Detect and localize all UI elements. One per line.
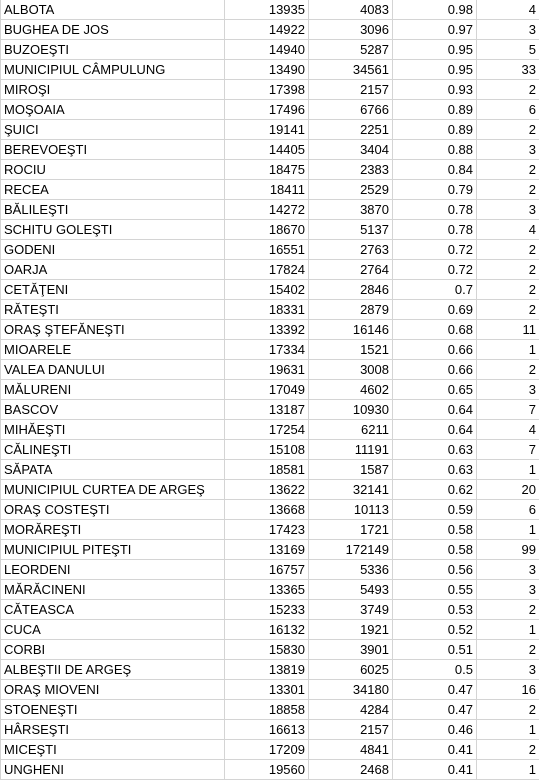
- ratio-cell[interactable]: 0.72: [393, 260, 477, 280]
- table-row: [1, 720, 539, 740]
- table-row: [1, 320, 539, 340]
- locality-cell[interactable]: ALBOTA: [1, 0, 225, 20]
- locality-cell[interactable]: OARJA: [1, 260, 225, 280]
- table-row: [1, 100, 539, 120]
- code-cell[interactable]: 16613: [225, 720, 309, 740]
- locality-cell[interactable]: CETĂŢENI: [1, 280, 225, 300]
- locality-cell[interactable]: VALEA DANULUI: [1, 360, 225, 380]
- table-row: [1, 760, 539, 780]
- locality-cell[interactable]: CUCA: [1, 620, 225, 640]
- table-row: [1, 560, 539, 580]
- table-row: [1, 180, 539, 200]
- locality-cell[interactable]: SĂPATA: [1, 460, 225, 480]
- table-row: [1, 540, 539, 560]
- table-row: [1, 620, 539, 640]
- population-cell[interactable]: 1521: [309, 340, 393, 360]
- code-cell[interactable]: 17398: [225, 80, 309, 100]
- ratio-cell[interactable]: 0.47: [393, 680, 477, 700]
- population-cell[interactable]: 4284: [309, 700, 393, 720]
- ratio-cell[interactable]: 0.7: [393, 280, 477, 300]
- code-cell[interactable]: 17254: [225, 420, 309, 440]
- table-row: [1, 140, 539, 160]
- count-cell[interactable]: 3: [477, 20, 539, 40]
- code-cell[interactable]: 17824: [225, 260, 309, 280]
- ratio-cell[interactable]: 0.66: [393, 360, 477, 380]
- ratio-cell[interactable]: 0.65: [393, 380, 477, 400]
- table-row: [1, 40, 539, 60]
- population-cell[interactable]: 2879: [309, 300, 393, 320]
- count-cell[interactable]: 3: [477, 660, 539, 680]
- locality-cell[interactable]: BĂLILEŞTI: [1, 200, 225, 220]
- code-cell[interactable]: 19631: [225, 360, 309, 380]
- table-row: [1, 520, 539, 540]
- locality-cell[interactable]: MUNICIPIUL PITEŞTI: [1, 540, 225, 560]
- table-row: [1, 160, 539, 180]
- population-cell[interactable]: 10113: [309, 500, 393, 520]
- count-cell[interactable]: 2: [477, 260, 539, 280]
- population-cell[interactable]: 16146: [309, 320, 393, 340]
- locality-cell[interactable]: BASCOV: [1, 400, 225, 420]
- ratio-cell[interactable]: 0.46: [393, 720, 477, 740]
- count-cell[interactable]: 2: [477, 180, 539, 200]
- ratio-cell[interactable]: 0.41: [393, 740, 477, 760]
- population-cell[interactable]: 1721: [309, 520, 393, 540]
- locality-cell[interactable]: MOŞOAIA: [1, 100, 225, 120]
- code-cell[interactable]: 13819: [225, 660, 309, 680]
- population-cell[interactable]: 1587: [309, 460, 393, 480]
- population-cell[interactable]: 5336: [309, 560, 393, 580]
- locality-cell[interactable]: BEREVOEŞTI: [1, 140, 225, 160]
- code-cell[interactable]: 13622: [225, 480, 309, 500]
- population-cell[interactable]: 172149: [309, 540, 393, 560]
- ratio-cell[interactable]: 0.69: [393, 300, 477, 320]
- population-cell[interactable]: 6211: [309, 420, 393, 440]
- count-cell[interactable]: 1: [477, 520, 539, 540]
- count-cell[interactable]: 16: [477, 680, 539, 700]
- table-row: [1, 480, 539, 500]
- table-row: [1, 120, 539, 140]
- table-row: [1, 20, 539, 40]
- ratio-cell[interactable]: 0.95: [393, 60, 477, 80]
- code-cell[interactable]: 17209: [225, 740, 309, 760]
- code-cell[interactable]: 14405: [225, 140, 309, 160]
- locality-cell[interactable]: CĂTEASCA: [1, 600, 225, 620]
- population-cell[interactable]: 2383: [309, 160, 393, 180]
- locality-cell[interactable]: BUZOEŞTI: [1, 40, 225, 60]
- locality-cell[interactable]: MICEŞTI: [1, 740, 225, 760]
- locality-cell[interactable]: GODENI: [1, 240, 225, 260]
- table-row: [1, 260, 539, 280]
- code-cell[interactable]: 13365: [225, 580, 309, 600]
- population-cell[interactable]: 3901: [309, 640, 393, 660]
- locality-cell[interactable]: LEORDENI: [1, 560, 225, 580]
- population-cell[interactable]: 3870: [309, 200, 393, 220]
- table-row: [1, 60, 539, 80]
- locality-cell[interactable]: STOENEŞTI: [1, 700, 225, 720]
- code-cell[interactable]: 13490: [225, 60, 309, 80]
- code-cell[interactable]: 13169: [225, 540, 309, 560]
- code-cell[interactable]: 13301: [225, 680, 309, 700]
- count-cell[interactable]: 1: [477, 760, 539, 780]
- ratio-cell[interactable]: 0.63: [393, 440, 477, 460]
- ratio-cell[interactable]: 0.93: [393, 80, 477, 100]
- locality-cell[interactable]: MIOARELE: [1, 340, 225, 360]
- code-cell[interactable]: 15233: [225, 600, 309, 620]
- ratio-cell[interactable]: 0.62: [393, 480, 477, 500]
- table-row: [1, 440, 539, 460]
- count-cell[interactable]: 2: [477, 280, 539, 300]
- locality-cell[interactable]: MORĂREŞTI: [1, 520, 225, 540]
- table-body: [1, 0, 539, 780]
- locality-cell[interactable]: ROCIU: [1, 160, 225, 180]
- table-row: [1, 700, 539, 720]
- count-cell[interactable]: 2: [477, 300, 539, 320]
- locality-cell[interactable]: MĂLURENI: [1, 380, 225, 400]
- count-cell[interactable]: 7: [477, 440, 539, 460]
- locality-cell[interactable]: HÂRSEŞTI: [1, 720, 225, 740]
- code-cell[interactable]: 17423: [225, 520, 309, 540]
- ratio-cell[interactable]: 0.88: [393, 140, 477, 160]
- locality-cell[interactable]: SCHITU GOLEŞTI: [1, 220, 225, 240]
- count-cell[interactable]: 1: [477, 340, 539, 360]
- ratio-cell[interactable]: 0.84: [393, 160, 477, 180]
- count-cell[interactable]: 1: [477, 720, 539, 740]
- locality-cell[interactable]: ŞUICI: [1, 120, 225, 140]
- population-cell[interactable]: 5287: [309, 40, 393, 60]
- population-cell[interactable]: 3096: [309, 20, 393, 40]
- locality-cell[interactable]: RĂTEŞTI: [1, 300, 225, 320]
- code-cell[interactable]: 17049: [225, 380, 309, 400]
- ratio-cell[interactable]: 0.78: [393, 220, 477, 240]
- population-cell[interactable]: 2157: [309, 720, 393, 740]
- locality-cell[interactable]: ORAŞ COSTEŞTI: [1, 500, 225, 520]
- locality-cell[interactable]: BUGHEA DE JOS: [1, 20, 225, 40]
- count-cell[interactable]: 2: [477, 240, 539, 260]
- table-row: [1, 340, 539, 360]
- table-row: [1, 500, 539, 520]
- population-cell[interactable]: 2251: [309, 120, 393, 140]
- locality-cell[interactable]: CĂLINEŞTI: [1, 440, 225, 460]
- table-row: [1, 280, 539, 300]
- code-cell[interactable]: 18858: [225, 700, 309, 720]
- count-cell[interactable]: 2: [477, 160, 539, 180]
- ratio-cell[interactable]: 0.89: [393, 100, 477, 120]
- ratio-cell[interactable]: 0.68: [393, 320, 477, 340]
- population-cell[interactable]: 4841: [309, 740, 393, 760]
- count-cell[interactable]: 2: [477, 740, 539, 760]
- population-cell[interactable]: 3008: [309, 360, 393, 380]
- code-cell[interactable]: 13392: [225, 320, 309, 340]
- code-cell[interactable]: 16757: [225, 560, 309, 580]
- count-cell[interactable]: 33: [477, 60, 539, 80]
- ratio-cell[interactable]: 0.56: [393, 560, 477, 580]
- locality-cell[interactable]: ORAŞ MIOVENI: [1, 680, 225, 700]
- code-cell[interactable]: 15830: [225, 640, 309, 660]
- population-cell[interactable]: 34561: [309, 60, 393, 80]
- code-cell[interactable]: 13187: [225, 400, 309, 420]
- population-cell[interactable]: 2468: [309, 760, 393, 780]
- table-row: [1, 300, 539, 320]
- count-cell[interactable]: 2: [477, 120, 539, 140]
- count-cell[interactable]: 1: [477, 620, 539, 640]
- code-cell[interactable]: 18670: [225, 220, 309, 240]
- ratio-cell[interactable]: 0.79: [393, 180, 477, 200]
- ratio-cell[interactable]: 0.5: [393, 660, 477, 680]
- code-cell[interactable]: 13668: [225, 500, 309, 520]
- population-cell[interactable]: 32141: [309, 480, 393, 500]
- population-cell[interactable]: 3404: [309, 140, 393, 160]
- population-cell[interactable]: 5493: [309, 580, 393, 600]
- ratio-cell[interactable]: 0.59: [393, 500, 477, 520]
- population-cell[interactable]: 4083: [309, 0, 393, 20]
- locality-cell[interactable]: CORBI: [1, 640, 225, 660]
- locality-cell[interactable]: ALBEŞTII DE ARGEŞ: [1, 660, 225, 680]
- table-row: [1, 80, 539, 100]
- ratio-cell[interactable]: 0.53: [393, 600, 477, 620]
- code-cell[interactable]: 18331: [225, 300, 309, 320]
- count-cell[interactable]: 99: [477, 540, 539, 560]
- table-row: [1, 240, 539, 260]
- locality-cell[interactable]: MĂRĂCINENI: [1, 580, 225, 600]
- population-cell[interactable]: 34180: [309, 680, 393, 700]
- code-cell[interactable]: 18581: [225, 460, 309, 480]
- table-row: [1, 740, 539, 760]
- code-cell[interactable]: 18411: [225, 180, 309, 200]
- count-cell[interactable]: 2: [477, 600, 539, 620]
- population-cell[interactable]: 3749: [309, 600, 393, 620]
- table-row: [1, 200, 539, 220]
- count-cell[interactable]: 2: [477, 700, 539, 720]
- count-cell[interactable]: 2: [477, 360, 539, 380]
- count-cell[interactable]: 6: [477, 500, 539, 520]
- count-cell[interactable]: 3: [477, 140, 539, 160]
- ratio-cell[interactable]: 0.95: [393, 40, 477, 60]
- count-cell[interactable]: 3: [477, 580, 539, 600]
- locality-cell[interactable]: MIROŞI: [1, 80, 225, 100]
- code-cell[interactable]: 17496: [225, 100, 309, 120]
- ratio-cell[interactable]: 0.72: [393, 240, 477, 260]
- population-cell[interactable]: 2764: [309, 260, 393, 280]
- count-cell[interactable]: 4: [477, 420, 539, 440]
- table-row: [1, 360, 539, 380]
- ratio-cell[interactable]: 0.63: [393, 460, 477, 480]
- ratio-cell[interactable]: 0.66: [393, 340, 477, 360]
- table-row: [1, 220, 539, 240]
- population-cell[interactable]: 4602: [309, 380, 393, 400]
- population-cell[interactable]: 6766: [309, 100, 393, 120]
- count-cell[interactable]: 6: [477, 100, 539, 120]
- count-cell[interactable]: 4: [477, 0, 539, 20]
- population-cell[interactable]: 5137: [309, 220, 393, 240]
- table-row: [1, 640, 539, 660]
- locality-cell[interactable]: MUNICIPIUL CURTEA DE ARGEŞ: [1, 480, 225, 500]
- ratio-cell[interactable]: 0.64: [393, 420, 477, 440]
- count-cell[interactable]: 3: [477, 380, 539, 400]
- table-row: [1, 680, 539, 700]
- population-cell[interactable]: 1921: [309, 620, 393, 640]
- ratio-cell[interactable]: 0.41: [393, 760, 477, 780]
- ratio-cell[interactable]: 0.78: [393, 200, 477, 220]
- locality-cell[interactable]: MUNICIPIUL CÂMPULUNG: [1, 60, 225, 80]
- count-cell[interactable]: 20: [477, 480, 539, 500]
- locality-cell[interactable]: RECEA: [1, 180, 225, 200]
- population-cell[interactable]: 2846: [309, 280, 393, 300]
- table-row: [1, 460, 539, 480]
- count-cell[interactable]: 5: [477, 40, 539, 60]
- ratio-cell[interactable]: 0.97: [393, 20, 477, 40]
- code-cell[interactable]: 14922: [225, 20, 309, 40]
- table-row: [1, 0, 539, 20]
- population-cell[interactable]: 2157: [309, 80, 393, 100]
- locality-cell[interactable]: MIHĂEŞTI: [1, 420, 225, 440]
- table-row: [1, 400, 539, 420]
- ratio-cell[interactable]: 0.58: [393, 540, 477, 560]
- code-cell[interactable]: 19141: [225, 120, 309, 140]
- count-cell[interactable]: 2: [477, 80, 539, 100]
- table-row: [1, 600, 539, 620]
- count-cell[interactable]: 7: [477, 400, 539, 420]
- count-cell[interactable]: 2: [477, 640, 539, 660]
- count-cell[interactable]: 3: [477, 200, 539, 220]
- count-cell[interactable]: 1: [477, 460, 539, 480]
- code-cell[interactable]: 17334: [225, 340, 309, 360]
- ratio-cell[interactable]: 0.89: [393, 120, 477, 140]
- locality-cell[interactable]: ORAŞ ŞTEFĂNEŞTI: [1, 320, 225, 340]
- code-cell[interactable]: 16132: [225, 620, 309, 640]
- ratio-cell[interactable]: 0.98: [393, 0, 477, 20]
- ratio-cell[interactable]: 0.64: [393, 400, 477, 420]
- table-row: [1, 660, 539, 680]
- table-row: [1, 580, 539, 600]
- table-row: [1, 380, 539, 400]
- code-cell[interactable]: 15402: [225, 280, 309, 300]
- population-cell[interactable]: 2529: [309, 180, 393, 200]
- code-cell[interactable]: 18475: [225, 160, 309, 180]
- code-cell[interactable]: 16551: [225, 240, 309, 260]
- count-cell[interactable]: 4: [477, 220, 539, 240]
- population-cell[interactable]: 6025: [309, 660, 393, 680]
- table-row: [1, 420, 539, 440]
- population-cell[interactable]: 2763: [309, 240, 393, 260]
- population-cell[interactable]: 10930: [309, 400, 393, 420]
- code-cell[interactable]: 14272: [225, 200, 309, 220]
- code-cell[interactable]: 14940: [225, 40, 309, 60]
- code-cell[interactable]: 15108: [225, 440, 309, 460]
- ratio-cell[interactable]: 0.47: [393, 700, 477, 720]
- ratio-cell[interactable]: 0.52: [393, 620, 477, 640]
- population-cell[interactable]: 11191: [309, 440, 393, 460]
- count-cell[interactable]: 11: [477, 320, 539, 340]
- ratio-cell[interactable]: 0.51: [393, 640, 477, 660]
- count-cell[interactable]: 3: [477, 560, 539, 580]
- ratio-cell[interactable]: 0.55: [393, 580, 477, 600]
- code-cell[interactable]: 19560: [225, 760, 309, 780]
- locality-cell[interactable]: UNGHENI: [1, 760, 225, 780]
- ratio-cell[interactable]: 0.58: [393, 520, 477, 540]
- code-cell[interactable]: 13935: [225, 0, 309, 20]
